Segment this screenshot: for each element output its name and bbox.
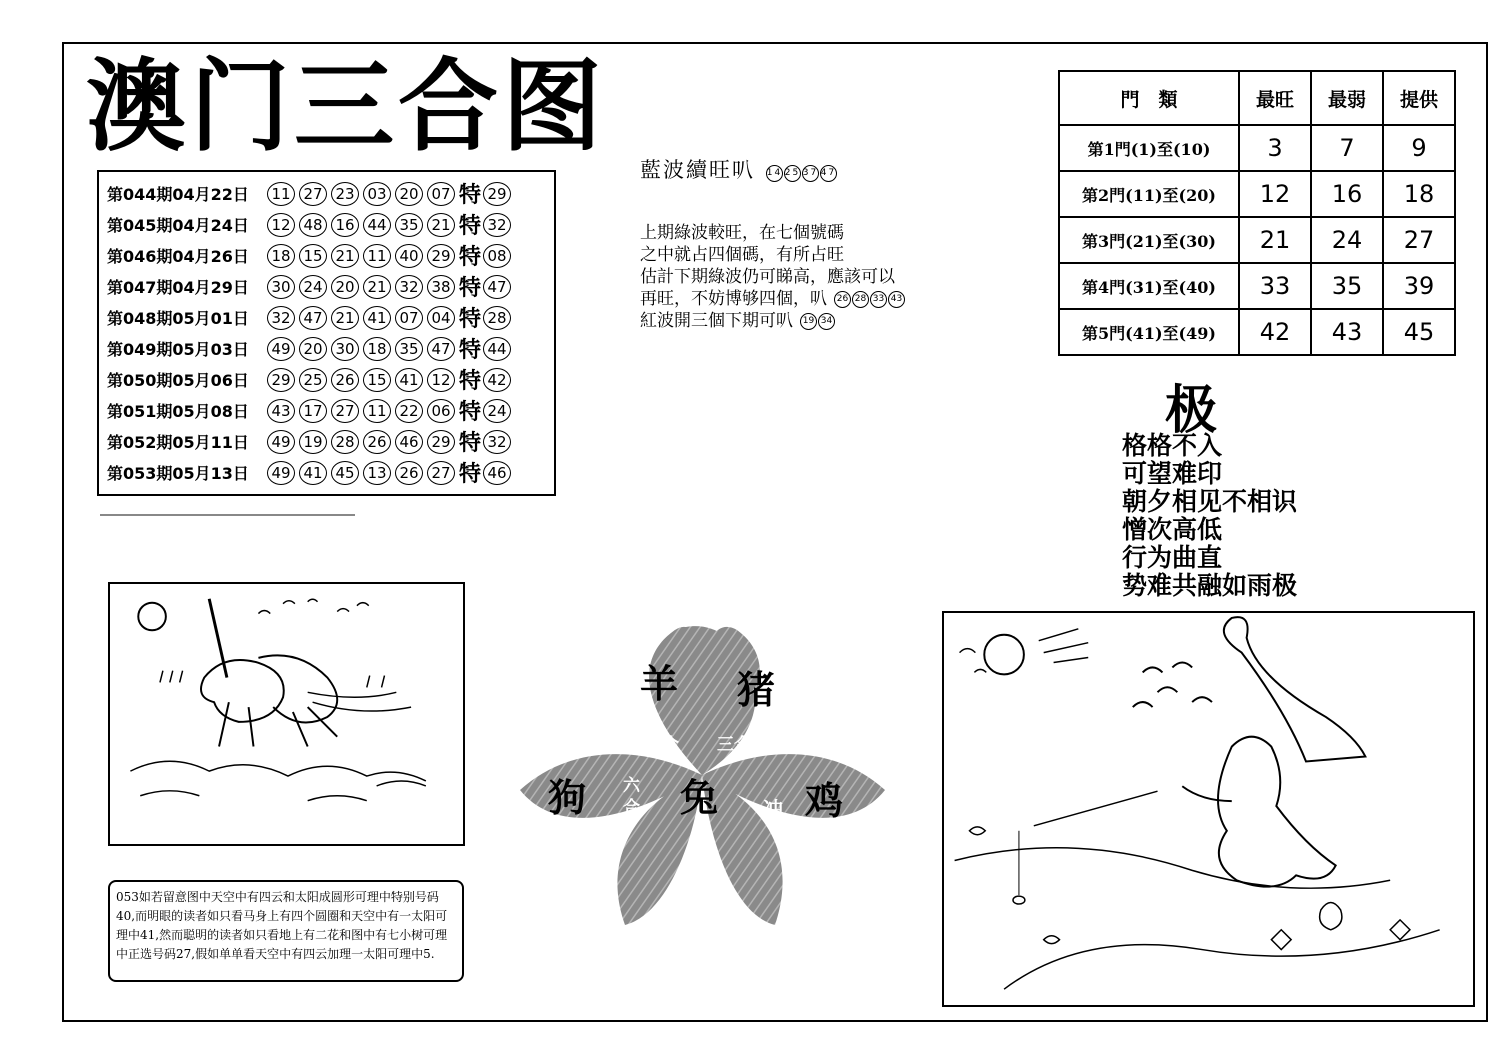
fishing-sage-drawing — [944, 613, 1473, 1005]
door-value: 18 — [1383, 171, 1455, 217]
prediction-ball: 33 — [870, 291, 887, 308]
number-ball: 20 — [331, 275, 359, 299]
number-ball: 06 — [427, 399, 455, 423]
number-ball: 46 — [395, 430, 423, 454]
number-ball: 20 — [299, 337, 327, 361]
draw-date: 第050期05月06日 — [107, 371, 249, 390]
number-ball: 07 — [427, 182, 455, 206]
special-ball: 28 — [483, 306, 511, 330]
doors-row — [1059, 309, 1455, 355]
number-ball: 15 — [363, 368, 391, 392]
history-row — [107, 395, 554, 426]
doors-header-cell: 最旺 — [1239, 71, 1311, 125]
special-ball: 32 — [483, 430, 511, 454]
draw-date: 第044期04月22日 — [107, 185, 249, 204]
number-ball: 21 — [331, 306, 359, 330]
number-ball: 11 — [267, 182, 295, 206]
title-ball: 37 — [802, 165, 819, 182]
number-ball: 13 — [363, 461, 391, 485]
special-ball: 29 — [483, 182, 511, 206]
zodiac-dog: 狗 — [548, 775, 587, 820]
door-value: 43 — [1311, 309, 1383, 355]
door-value: 21 — [1239, 217, 1311, 263]
door-value: 33 — [1239, 263, 1311, 309]
number-ball: 24 — [299, 275, 327, 299]
number-ball: 49 — [267, 461, 295, 485]
prediction-ball: 34 — [818, 313, 835, 330]
number-ball: 47 — [427, 337, 455, 361]
special-ball: 46 — [483, 461, 511, 485]
special-label: 特 — [459, 462, 482, 487]
zodiac-rooster: 鸡 — [805, 778, 844, 823]
doors-row — [1059, 125, 1455, 171]
page-title: 澳门三合图 — [86, 48, 606, 165]
special-ball: 24 — [483, 399, 511, 423]
draw-date: 第048期05月01日 — [107, 309, 249, 328]
number-ball: 41 — [299, 461, 327, 485]
liuhe-label: 六合 — [623, 776, 640, 818]
prediction-line-text: 之中就占四個碼，有所占旺 — [640, 245, 844, 265]
divider — [100, 514, 355, 516]
number-ball: 27 — [299, 182, 327, 206]
number-ball: 49 — [267, 337, 295, 361]
poem-line: 格格不入 — [1122, 431, 1223, 460]
door-value: 9 — [1383, 125, 1455, 171]
number-ball: 26 — [331, 368, 359, 392]
doors-header-cell: 最弱 — [1311, 71, 1383, 125]
draw-date: 第049期05月03日 — [107, 340, 249, 359]
prediction-ball: 19 — [800, 313, 817, 330]
chong-label: 冲 — [763, 797, 783, 821]
special-ball: 47 — [483, 275, 511, 299]
number-ball: 18 — [267, 244, 295, 268]
number-ball: 18 — [363, 337, 391, 361]
door-value: 7 — [1311, 125, 1383, 171]
number-ball: 32 — [267, 306, 295, 330]
door-value: 12 — [1239, 171, 1311, 217]
prediction-title — [640, 154, 837, 184]
number-ball: 07 — [395, 306, 423, 330]
number-ball: 21 — [331, 244, 359, 268]
prediction-ball: 26 — [834, 291, 851, 308]
special-label: 特 — [459, 400, 482, 425]
history-row — [107, 209, 554, 240]
title-ball: 25 — [784, 165, 801, 182]
number-ball: 26 — [395, 461, 423, 485]
prediction-ball: 43 — [888, 291, 905, 308]
doors-header-cell: 提供 — [1383, 71, 1455, 125]
poem-line: 可望难印 — [1122, 459, 1223, 488]
special-ball: 32 — [483, 213, 511, 237]
special-label: 特 — [459, 338, 482, 363]
doors-row — [1059, 171, 1455, 217]
zodiac-goat: 羊 — [640, 661, 679, 706]
sanhe-left-label: 三合 — [645, 735, 679, 755]
number-ball: 11 — [363, 244, 391, 268]
door-label: 第5門(41)至(49) — [1059, 309, 1239, 355]
door-value: 3 — [1239, 125, 1311, 171]
door-label: 第1門(1)至(10) — [1059, 125, 1239, 171]
number-ball: 29 — [427, 430, 455, 454]
number-ball: 45 — [331, 461, 359, 485]
poem — [1122, 432, 1297, 600]
special-ball: 08 — [483, 244, 511, 268]
number-ball: 03 — [363, 182, 391, 206]
number-ball: 27 — [427, 461, 455, 485]
number-ball: 15 — [299, 244, 327, 268]
special-label: 特 — [459, 369, 482, 394]
number-ball: 20 — [395, 182, 423, 206]
doors-table — [1058, 70, 1456, 356]
number-ball: 19 — [299, 430, 327, 454]
number-ball: 35 — [395, 213, 423, 237]
special-ball: 44 — [483, 337, 511, 361]
prediction-text — [640, 222, 905, 332]
door-value: 45 — [1383, 309, 1455, 355]
history-row — [107, 302, 554, 333]
number-ball: 12 — [427, 368, 455, 392]
history-row — [107, 364, 554, 395]
doors-header-cell: 門 類 — [1059, 71, 1239, 125]
number-ball: 21 — [427, 213, 455, 237]
prediction-line — [640, 244, 905, 266]
draw-date: 第053期05月13日 — [107, 464, 249, 483]
door-label: 第2門(11)至(20) — [1059, 171, 1239, 217]
number-ball: 47 — [299, 306, 327, 330]
prediction-line-text: 再旺，不妨博够四個，叭 — [640, 289, 827, 309]
draw-date: 第052期05月11日 — [107, 433, 249, 452]
draw-date: 第045期04月24日 — [107, 216, 249, 235]
special-label: 特 — [459, 214, 482, 239]
history-row — [107, 178, 554, 209]
number-ball: 48 — [299, 213, 327, 237]
door-value: 42 — [1239, 309, 1311, 355]
history-row — [107, 240, 554, 271]
number-ball: 49 — [267, 430, 295, 454]
number-ball: 30 — [331, 337, 359, 361]
number-ball: 27 — [331, 399, 359, 423]
history-row — [107, 333, 554, 364]
prediction-ball: 28 — [852, 291, 869, 308]
special-label: 特 — [459, 183, 482, 208]
number-ball: 22 — [395, 399, 423, 423]
number-ball: 43 — [267, 399, 295, 423]
door-label: 第4門(31)至(40) — [1059, 263, 1239, 309]
number-ball: 41 — [395, 368, 423, 392]
door-value: 35 — [1311, 263, 1383, 309]
history-row — [107, 457, 554, 488]
number-ball: 29 — [267, 368, 295, 392]
doors-row — [1059, 217, 1455, 263]
number-ball: 29 — [427, 244, 455, 268]
number-ball: 17 — [299, 399, 327, 423]
history-row — [107, 271, 554, 302]
number-ball: 28 — [331, 430, 359, 454]
number-ball: 38 — [427, 275, 455, 299]
prediction-line — [640, 222, 905, 244]
poem-line: 势难共融如雨极 — [1122, 571, 1298, 600]
special-label: 特 — [459, 276, 482, 301]
door-value: 27 — [1383, 217, 1455, 263]
number-ball: 32 — [395, 275, 423, 299]
prediction-line — [640, 310, 905, 332]
prediction-title-text: 藍波續旺叭 — [640, 158, 755, 182]
number-ball: 30 — [267, 275, 295, 299]
prediction-line-text: 上期綠波較旺，在七個號碼 — [640, 223, 844, 243]
sanhe-right-label: 三合 — [717, 735, 751, 755]
number-ball: 44 — [363, 213, 391, 237]
history-row — [107, 426, 554, 457]
number-ball: 41 — [363, 306, 391, 330]
title-ball: 14 — [766, 165, 783, 182]
number-ball: 25 — [299, 368, 327, 392]
prediction-line-text: 估計下期綠波仍可睇高，應該可以 — [640, 267, 895, 287]
draw-date: 第047期04月29日 — [107, 278, 249, 297]
special-label: 特 — [459, 245, 482, 270]
zodiac-rabbit: 兔 — [680, 775, 719, 820]
poem-line: 朝夕相见不相识 — [1122, 487, 1298, 516]
prediction-line — [640, 266, 905, 288]
zodiac-flower — [515, 625, 890, 935]
title-ball: 47 — [820, 165, 837, 182]
warrior-horse-drawing — [110, 584, 463, 844]
number-ball: 23 — [331, 182, 359, 206]
number-ball: 04 — [427, 306, 455, 330]
special-label: 特 — [459, 431, 482, 456]
prediction-line-text: 紅波開三個下期可叭 — [640, 311, 793, 331]
number-ball: 35 — [395, 337, 423, 361]
history-table — [97, 170, 556, 496]
warrior-horse-illustration — [108, 582, 465, 846]
door-value: 24 — [1311, 217, 1383, 263]
prediction-title-balls — [765, 156, 837, 182]
door-value: 16 — [1311, 171, 1383, 217]
poem-title: 极 — [1165, 380, 1218, 441]
draw-date: 第046期04月26日 — [107, 247, 249, 266]
doors-header-row — [1059, 71, 1455, 125]
fishing-sage-illustration — [942, 611, 1475, 1007]
number-ball: 40 — [395, 244, 423, 268]
number-ball: 26 — [363, 430, 391, 454]
special-label: 特 — [459, 307, 482, 332]
explanation-note: 053如若留意图中天空中有四云和太阳成圆形可理中特别号码40,而明眼的读者如只看马身上有四个圆圈和天空中有一太阳可理中41,然而聪明的读者如只看地上有二花和图中有七小树可理中正选号码27,假如单单看天空中有四云加理一太阳可理中5. — [108, 880, 464, 982]
prediction-line — [640, 288, 905, 310]
poem-line: 憎次高低 — [1122, 515, 1223, 544]
door-label: 第3門(21)至(30) — [1059, 217, 1239, 263]
number-ball: 12 — [267, 213, 295, 237]
poem-line: 行为曲直 — [1122, 543, 1223, 572]
number-ball: 16 — [331, 213, 359, 237]
zodiac-pig: 猪 — [737, 667, 776, 712]
draw-date: 第051期05月08日 — [107, 402, 249, 421]
special-ball: 42 — [483, 368, 511, 392]
number-ball: 21 — [363, 275, 391, 299]
number-ball: 11 — [363, 399, 391, 423]
doors-row — [1059, 263, 1455, 309]
door-value: 39 — [1383, 263, 1455, 309]
